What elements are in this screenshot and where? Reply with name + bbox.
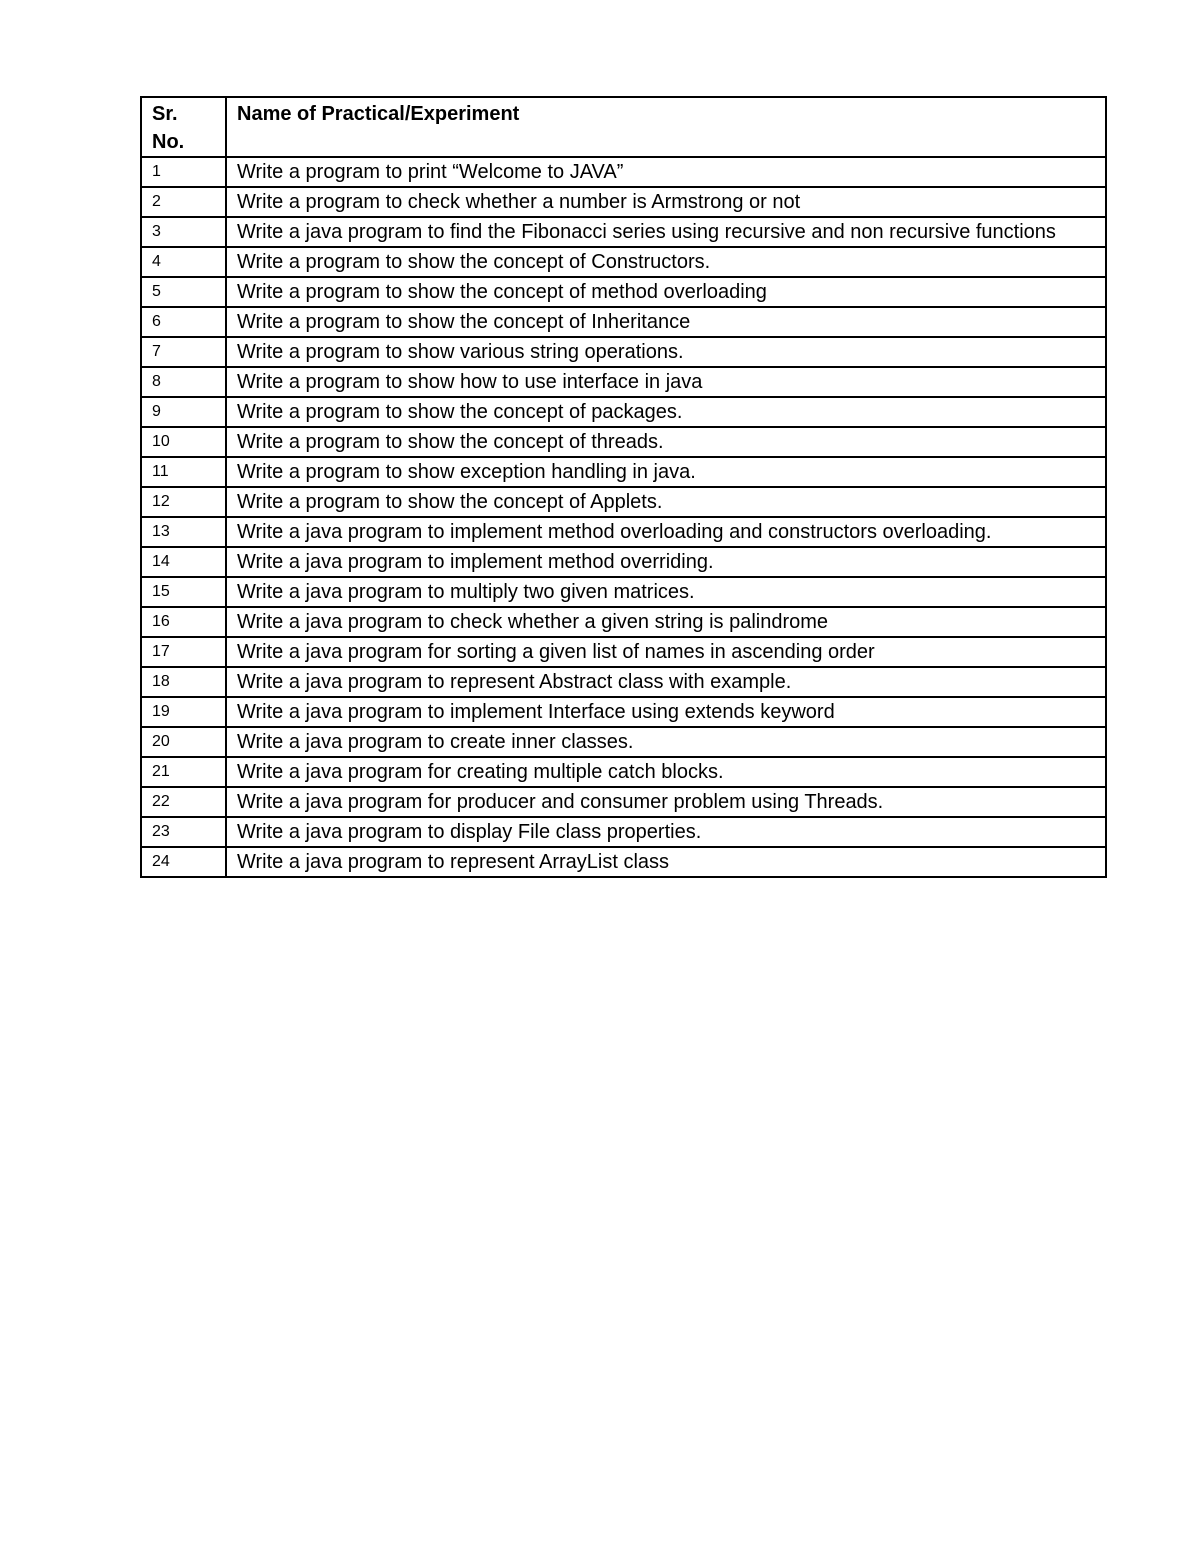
- table-row: [141, 787, 1106, 817]
- table-row: [141, 157, 1106, 187]
- row-practical-name: Write a java program for sorting a given list of names in ascending order: [226, 637, 1106, 667]
- row-sr-no: 24: [141, 847, 226, 877]
- table-row: [141, 487, 1106, 517]
- table-header-row: [141, 97, 1106, 157]
- table-row: [141, 217, 1106, 247]
- row-practical-name: Write a java program to implement method overloading and constructors overloading.: [226, 517, 1106, 547]
- table-row: [141, 397, 1106, 427]
- row-sr-no: 2: [141, 187, 226, 217]
- table-row: [141, 457, 1106, 487]
- table-row: [141, 667, 1106, 697]
- row-sr-no: 17: [141, 637, 226, 667]
- row-sr-no: 21: [141, 757, 226, 787]
- row-practical-name: Write a program to show the concept of Constructors.: [226, 247, 1106, 277]
- table-row: [141, 427, 1106, 457]
- row-sr-no: 7: [141, 337, 226, 367]
- row-sr-no: 13: [141, 517, 226, 547]
- row-sr-no: 10: [141, 427, 226, 457]
- table-body: [141, 157, 1106, 877]
- row-practical-name: Write a java program to create inner classes.: [226, 727, 1106, 757]
- row-practical-name: Write a program to show the concept of threads.: [226, 427, 1106, 457]
- row-practical-name: Write a program to check whether a number is Armstrong or not: [226, 187, 1106, 217]
- row-sr-no: 4: [141, 247, 226, 277]
- row-practical-name: Write a program to show how to use interface in java: [226, 367, 1106, 397]
- row-sr-no: 14: [141, 547, 226, 577]
- row-practical-name: Write a program to show various string operations.: [226, 337, 1106, 367]
- table-row: [141, 187, 1106, 217]
- table-row: [141, 607, 1106, 637]
- table-row: [141, 577, 1106, 607]
- row-sr-no: 12: [141, 487, 226, 517]
- row-sr-no: 11: [141, 457, 226, 487]
- row-practical-name: Write a java program to implement Interface using extends keyword: [226, 697, 1106, 727]
- row-sr-no: 1: [141, 157, 226, 187]
- row-sr-no: 8: [141, 367, 226, 397]
- row-practical-name: Write a program to show the concept of packages.: [226, 397, 1106, 427]
- header-sr-no: Sr. No.: [141, 97, 226, 157]
- row-practical-name: Write a program to show the concept of method overloading: [226, 277, 1106, 307]
- row-practical-name: Write a java program to represent Abstract class with example.: [226, 667, 1106, 697]
- row-sr-no: 5: [141, 277, 226, 307]
- table-row: [141, 757, 1106, 787]
- row-practical-name: Write a program to show the concept of Inheritance: [226, 307, 1106, 337]
- row-sr-no: 19: [141, 697, 226, 727]
- table-row: [141, 637, 1106, 667]
- row-sr-no: 16: [141, 607, 226, 637]
- row-practical-name: Write a java program to display File class properties.: [226, 817, 1106, 847]
- row-sr-no: 3: [141, 217, 226, 247]
- table-row: [141, 277, 1106, 307]
- row-practical-name: Write a program to show the concept of Applets.: [226, 487, 1106, 517]
- row-practical-name: Write a java program to check whether a given string is palindrome: [226, 607, 1106, 637]
- row-practical-name: Write a java program for creating multiple catch blocks.: [226, 757, 1106, 787]
- table-row: [141, 697, 1106, 727]
- row-practical-name: Write a java program to implement method overriding.: [226, 547, 1106, 577]
- table-row: [141, 847, 1106, 877]
- table-row: [141, 817, 1106, 847]
- table-row: [141, 337, 1106, 367]
- table-row: [141, 307, 1106, 337]
- row-sr-no: 22: [141, 787, 226, 817]
- row-practical-name: Write a java program to multiply two given matrices.: [226, 577, 1106, 607]
- row-sr-no: 15: [141, 577, 226, 607]
- row-sr-no: 6: [141, 307, 226, 337]
- row-practical-name: Write a java program to represent ArrayList class: [226, 847, 1106, 877]
- row-sr-no: 20: [141, 727, 226, 757]
- row-sr-no: 18: [141, 667, 226, 697]
- table-row: [141, 367, 1106, 397]
- header-practical-name: Name of Practical/Experiment: [226, 97, 1106, 157]
- row-practical-name: Write a program to show exception handling in java.: [226, 457, 1106, 487]
- row-practical-name: Write a java program to find the Fibonacci series using recursive and non recursive functions: [226, 217, 1106, 247]
- table-row: [141, 517, 1106, 547]
- table-row: [141, 547, 1106, 577]
- row-practical-name: Write a java program for producer and consumer problem using Threads.: [226, 787, 1106, 817]
- row-sr-no: 9: [141, 397, 226, 427]
- row-sr-no: 23: [141, 817, 226, 847]
- table-row: [141, 727, 1106, 757]
- practicals-table: [140, 96, 1107, 878]
- table-row: [141, 247, 1106, 277]
- row-practical-name: Write a program to print “Welcome to JAVA”: [226, 157, 1106, 187]
